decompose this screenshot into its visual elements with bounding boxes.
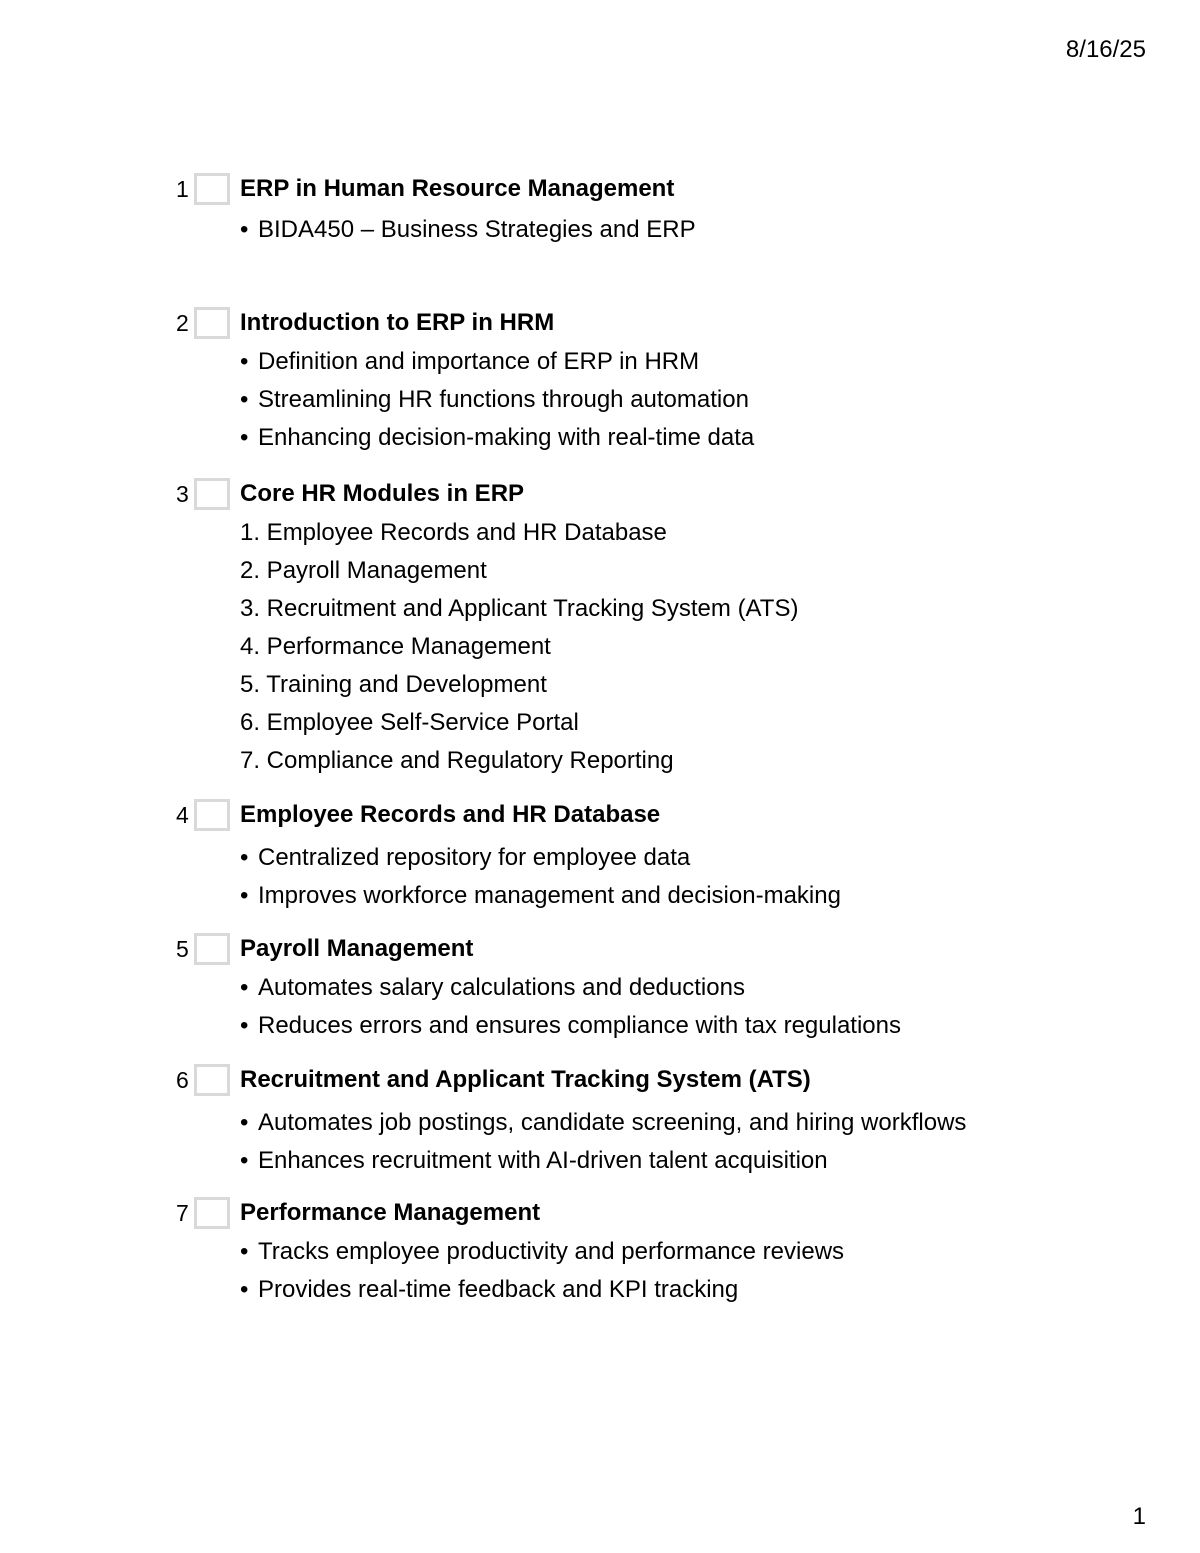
slide-thumbnail [194, 478, 230, 510]
outline-slide-2 [176, 307, 1076, 457]
print-date: 8/16/25 [1065, 36, 1146, 63]
slide-number: 7 [176, 1200, 189, 1226]
bullet-marker: • [240, 1012, 249, 1039]
bullet-list [176, 1104, 1076, 1180]
bullet-item: • Improves workforce management and decision-making [240, 877, 1076, 915]
slide-heading [176, 307, 1076, 339]
outline-slide-7 [176, 1197, 1076, 1309]
bullet-list [176, 839, 1076, 915]
numbered-list [176, 514, 1076, 780]
slide-title: Recruitment and Applicant Tracking System (ATS) [240, 1066, 811, 1093]
slide-heading [176, 933, 1076, 965]
slide-heading [176, 799, 1076, 831]
bullet-marker: • [240, 974, 249, 1001]
bullet-marker: • [240, 1276, 249, 1303]
numbered-item: 2. Payroll Management [240, 557, 487, 584]
bullet-list [176, 1233, 1076, 1309]
outline-slide-6 [176, 1064, 1076, 1180]
bullet-list [176, 969, 1076, 1045]
numbered-item: 6. Employee Self-Service Portal [240, 709, 579, 736]
slide-number: 6 [176, 1067, 189, 1093]
bullet-marker: • [240, 348, 249, 375]
bullet-item: • Enhances recruitment with AI-driven talent acquisition [240, 1142, 1076, 1180]
slide-heading [176, 1197, 1076, 1229]
bullet-item: • Tracks employee productivity and performance reviews [240, 1233, 1076, 1271]
page-number: 1 [1132, 1503, 1146, 1530]
bullet-marker: • [240, 1238, 249, 1265]
slide-thumbnail [194, 307, 230, 339]
bullet-marker: • [240, 1147, 249, 1174]
slide-thumbnail [194, 1197, 230, 1229]
numbered-item: 5. Training and Development [240, 671, 547, 698]
slide-number: 3 [176, 481, 189, 507]
numbered-item: 4. Performance Management [240, 633, 551, 660]
slide-number: 2 [176, 310, 189, 336]
slide-thumbnail [194, 173, 230, 205]
bullet-item: • Automates salary calculations and deductions [240, 969, 1076, 1007]
bullet-marker: • [240, 882, 249, 909]
outline-slide-4 [176, 799, 1076, 915]
slide-thumbnail [194, 799, 230, 831]
slide-heading [176, 1064, 1076, 1096]
slide-title: ERP in Human Resource Management [240, 175, 675, 202]
slide-title: Core HR Modules in ERP [240, 480, 525, 507]
bullet-marker: • [240, 1109, 249, 1136]
bullet-item: • Streamlining HR functions through automation [240, 381, 1076, 419]
bullet-list [176, 343, 1076, 457]
slide-number: 1 [176, 176, 189, 202]
slide-thumbnail [194, 933, 230, 965]
bullet-list [176, 211, 1076, 249]
bullet-item: • Enhancing decision-making with real-time data [240, 419, 1076, 457]
bullet-item: • BIDA450 – Business Strategies and ERP [240, 211, 1076, 249]
numbered-item: 7. Compliance and Regulatory Reporting [240, 747, 674, 774]
bullet-marker: • [240, 424, 249, 451]
outline-slide-1 [176, 173, 1076, 249]
bullet-item: • Centralized repository for employee data [240, 839, 1076, 877]
slide-heading [176, 173, 1076, 205]
slide-thumbnail [194, 1064, 230, 1096]
slide-title: Performance Management [240, 1199, 541, 1226]
bullet-marker: • [240, 844, 249, 871]
bullet-item: • Provides real-time feedback and KPI tracking [240, 1271, 1076, 1309]
slide-title: Introduction to ERP in HRM [240, 309, 555, 336]
numbered-item: 3. Recruitment and Applicant Tracking System (ATS) [240, 595, 799, 622]
slide-number: 5 [176, 936, 189, 962]
slide-title: Payroll Management [240, 935, 474, 962]
slide-title: Employee Records and HR Database [240, 801, 661, 828]
slide-heading [176, 478, 1076, 510]
slide-number: 4 [176, 802, 189, 828]
bullet-item: • Automates job postings, candidate screening, and hiring workflows [240, 1104, 1076, 1142]
outline-slide-5 [176, 933, 1076, 1045]
bullet-marker: • [240, 216, 249, 243]
bullet-item: • Reduces errors and ensures compliance with tax regulations [240, 1007, 1076, 1045]
numbered-item: 1. Employee Records and HR Database [240, 519, 667, 546]
outline-slide-3 [176, 478, 1076, 780]
bullet-marker: • [240, 386, 249, 413]
bullet-item: • Definition and importance of ERP in HRM [240, 343, 1076, 381]
